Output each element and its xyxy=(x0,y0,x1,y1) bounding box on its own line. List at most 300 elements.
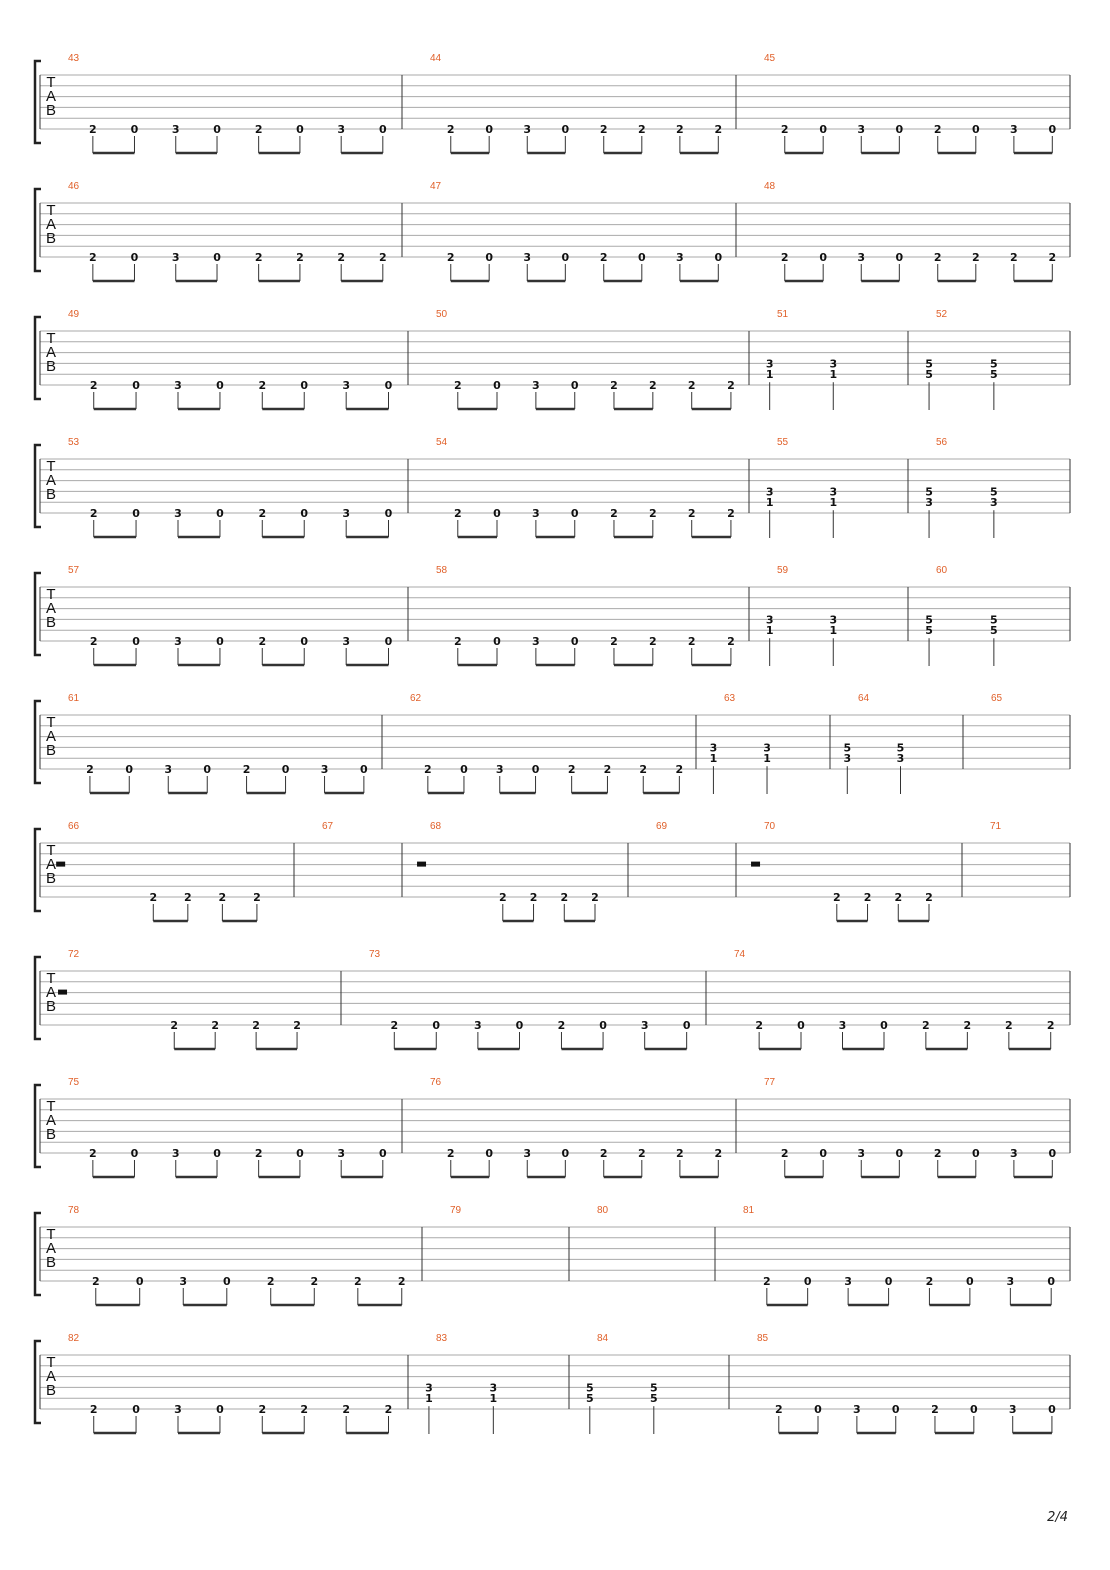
tab-clef-letter: B xyxy=(45,358,57,375)
fret-number: 0 xyxy=(637,251,646,264)
fret-number: 0 xyxy=(485,251,494,264)
measure-number: 80 xyxy=(597,1205,609,1216)
fret-number: 0 xyxy=(213,1147,221,1160)
fret-number: 0 xyxy=(880,1019,888,1032)
fret-number: 3 xyxy=(857,1147,866,1160)
fret-number: 2 xyxy=(832,891,841,904)
fret-number: 2 xyxy=(453,379,462,392)
fret-number: 0 xyxy=(213,123,221,136)
measure-number: 67 xyxy=(322,821,334,832)
fret-number: 0 xyxy=(895,251,904,264)
measure-number: 66 xyxy=(68,821,80,832)
fret-number: 3 xyxy=(829,357,838,371)
fret-number: 0 xyxy=(493,379,501,392)
measure-number: 81 xyxy=(743,1205,755,1216)
fret-number: 1 xyxy=(425,1392,433,1406)
fret-number: 3 xyxy=(174,507,182,520)
measure-number: 77 xyxy=(764,1077,776,1088)
fret-number: 2 xyxy=(1048,251,1057,264)
rest xyxy=(58,990,67,995)
fret-number: 2 xyxy=(687,507,696,520)
fret-number: 5 xyxy=(649,1392,658,1406)
fret-number: 0 xyxy=(682,1019,691,1032)
fret-number: 0 xyxy=(970,1403,978,1416)
tab-clef-letter: A xyxy=(45,1240,57,1257)
fret-number: 2 xyxy=(89,1403,98,1416)
measure-number: 44 xyxy=(430,53,442,64)
fret-number: 2 xyxy=(603,763,612,776)
fret-number: 0 xyxy=(378,1147,387,1160)
fret-number: 2 xyxy=(254,123,263,136)
fret-number: 2 xyxy=(300,1403,309,1416)
measure-number: 69 xyxy=(656,821,668,832)
fret-number: 2 xyxy=(599,1147,608,1160)
tab-clef-letter: B xyxy=(45,1254,57,1271)
fret-number: 3 xyxy=(896,752,905,766)
fret-number: 2 xyxy=(397,1275,406,1288)
fret-number: 0 xyxy=(132,635,140,648)
fret-number: 2 xyxy=(170,1019,179,1032)
fret-number: 2 xyxy=(557,1019,566,1032)
fret-number: 3 xyxy=(320,763,329,776)
fret-number: 2 xyxy=(390,1019,399,1032)
fret-number: 5 xyxy=(925,485,933,499)
measure-number: 85 xyxy=(757,1333,769,1344)
fret-number: 3 xyxy=(1006,1275,1015,1288)
measure-number: 65 xyxy=(991,693,1003,704)
tab-clef-letter: A xyxy=(45,472,57,489)
tab-clef-letter: A xyxy=(45,728,57,745)
fret-number: 0 xyxy=(125,763,134,776)
fret-number: 2 xyxy=(253,891,261,904)
fret-number: 0 xyxy=(493,507,501,520)
tab-clef-letter: T xyxy=(46,970,56,987)
fret-number: 3 xyxy=(829,485,838,499)
fret-number: 0 xyxy=(561,1147,570,1160)
tab-clef-letter: A xyxy=(45,1112,57,1129)
fret-number: 2 xyxy=(567,763,576,776)
tab-clef-letter: B xyxy=(45,998,57,1015)
measure-number: 56 xyxy=(936,437,948,448)
measure-number: 52 xyxy=(936,309,948,320)
measure-number: 75 xyxy=(68,1077,80,1088)
fret-number: 3 xyxy=(171,1147,180,1160)
fret-number: 2 xyxy=(424,763,432,776)
tab-clef-letter: A xyxy=(45,88,57,105)
fret-number: 0 xyxy=(493,635,501,648)
fret-number: 0 xyxy=(300,507,309,520)
tab-clef-letter: T xyxy=(46,1226,56,1243)
fret-number: 1 xyxy=(763,752,771,766)
fret-number: 3 xyxy=(523,251,532,264)
fret-number: 3 xyxy=(342,635,351,648)
fret-number: 2 xyxy=(560,891,569,904)
fret-number: 5 xyxy=(585,1392,594,1406)
tab-clef-letter: B xyxy=(45,870,57,887)
fret-number: 3 xyxy=(829,613,838,627)
fret-number: 1 xyxy=(489,1392,498,1406)
fret-number: 3 xyxy=(1010,1147,1018,1160)
fret-number: 3 xyxy=(425,1381,433,1395)
fret-number: 2 xyxy=(610,507,618,520)
tab-clef-letter: B xyxy=(45,486,57,503)
fret-number: 2 xyxy=(258,379,267,392)
fret-number: 2 xyxy=(211,1019,220,1032)
fret-number: 3 xyxy=(337,1147,346,1160)
fret-number: 0 xyxy=(485,123,494,136)
fret-number: 5 xyxy=(585,1381,594,1395)
fret-number: 3 xyxy=(342,379,351,392)
measure-number: 71 xyxy=(990,821,1002,832)
fret-number: 2 xyxy=(91,1275,100,1288)
fret-number: 3 xyxy=(843,752,852,766)
fret-number: 2 xyxy=(863,891,872,904)
fret-number: 0 xyxy=(360,763,368,776)
fret-number: 0 xyxy=(296,123,304,136)
fret-number: 2 xyxy=(258,635,267,648)
fret-number: 0 xyxy=(216,507,224,520)
fret-number: 2 xyxy=(1046,1019,1055,1032)
fret-number: 3 xyxy=(174,379,182,392)
fret-number: 1 xyxy=(709,752,718,766)
fret-number: 2 xyxy=(296,251,304,264)
fret-number: 2 xyxy=(714,123,723,136)
fret-number: 3 xyxy=(174,1403,182,1416)
fret-number: 0 xyxy=(296,1147,304,1160)
fret-number: 0 xyxy=(515,1019,524,1032)
fret-number: 3 xyxy=(990,496,998,510)
fret-number: 0 xyxy=(222,1275,231,1288)
fret-number: 3 xyxy=(523,123,532,136)
fret-number: 2 xyxy=(529,891,538,904)
fret-number: 0 xyxy=(216,1403,224,1416)
tab-clef-letter: B xyxy=(45,742,57,759)
measure-number: 45 xyxy=(764,53,776,64)
tab-clef-letter: T xyxy=(46,1354,56,1371)
fret-number: 2 xyxy=(446,251,455,264)
tab-clef-letter: B xyxy=(45,102,57,119)
fret-number: 3 xyxy=(765,357,774,371)
fret-number: 0 xyxy=(819,1147,828,1160)
tab-clef-letter: T xyxy=(46,714,56,731)
fret-number: 0 xyxy=(1048,1147,1057,1160)
measure-number: 76 xyxy=(430,1077,442,1088)
fret-number: 3 xyxy=(523,1147,532,1160)
fret-number: 2 xyxy=(639,763,648,776)
fret-number: 0 xyxy=(130,123,139,136)
fret-number: 0 xyxy=(384,635,393,648)
fret-number: 0 xyxy=(216,379,224,392)
fret-number: 0 xyxy=(130,1147,139,1160)
measure-number: 72 xyxy=(68,949,80,960)
tab-clef-letter: B xyxy=(45,1126,57,1143)
fret-number: 2 xyxy=(342,1403,351,1416)
fret-number: 0 xyxy=(819,251,828,264)
fret-number: 0 xyxy=(561,251,570,264)
fret-number: 2 xyxy=(933,1147,942,1160)
fret-number: 0 xyxy=(203,763,212,776)
fret-number: 2 xyxy=(963,1019,972,1032)
rest xyxy=(751,862,760,867)
fret-number: 2 xyxy=(89,123,97,136)
fret-number: 0 xyxy=(814,1403,822,1416)
fret-number: 3 xyxy=(532,507,540,520)
fret-number: 3 xyxy=(763,741,771,755)
measure-number: 68 xyxy=(430,821,442,832)
fret-number: 5 xyxy=(896,741,905,755)
fret-number: 3 xyxy=(171,251,180,264)
fret-number: 2 xyxy=(258,1403,267,1416)
fret-number: 0 xyxy=(895,123,904,136)
fret-number: 2 xyxy=(687,635,696,648)
measure-number: 74 xyxy=(734,949,746,960)
fret-number: 0 xyxy=(714,251,723,264)
measure-number: 78 xyxy=(68,1205,80,1216)
measure-number: 48 xyxy=(764,181,776,192)
fret-number: 2 xyxy=(687,379,696,392)
fret-number: 1 xyxy=(829,624,838,638)
fret-number: 2 xyxy=(780,123,789,136)
fret-number: 3 xyxy=(844,1275,852,1288)
fret-number: 3 xyxy=(676,251,684,264)
fret-number: 5 xyxy=(843,741,852,755)
fret-number: 2 xyxy=(925,1275,934,1288)
fret-number: 2 xyxy=(649,507,657,520)
fret-number: 3 xyxy=(640,1019,649,1032)
fret-number: 2 xyxy=(610,635,618,648)
measure-number: 54 xyxy=(436,437,448,448)
fret-number: 0 xyxy=(216,635,224,648)
fret-number: 2 xyxy=(727,507,735,520)
tab-clef-letter: A xyxy=(45,216,57,233)
measure-number: 62 xyxy=(410,693,422,704)
measure-number: 63 xyxy=(724,693,736,704)
fret-number: 0 xyxy=(966,1275,974,1288)
fret-number: 2 xyxy=(774,1403,783,1416)
fret-number: 5 xyxy=(990,485,998,499)
fret-number: 0 xyxy=(599,1019,607,1032)
fret-number: 2 xyxy=(763,1275,771,1288)
fret-number: 2 xyxy=(378,251,387,264)
measure-number: 57 xyxy=(68,565,80,576)
fret-number: 0 xyxy=(1048,1403,1056,1416)
fret-number: 0 xyxy=(384,507,393,520)
tab-clef-letter: T xyxy=(46,202,56,219)
fret-number: 3 xyxy=(765,485,774,499)
fret-number: 0 xyxy=(281,763,290,776)
measure-number: 59 xyxy=(777,565,789,576)
fret-number: 0 xyxy=(135,1275,144,1288)
fret-number: 2 xyxy=(453,507,462,520)
measure-number: 79 xyxy=(450,1205,462,1216)
fret-number: 2 xyxy=(89,635,98,648)
tab-clef-letter: A xyxy=(45,984,57,1001)
fret-number: 3 xyxy=(925,496,933,510)
fret-number: 0 xyxy=(300,379,309,392)
fret-number: 2 xyxy=(266,1275,275,1288)
fret-number: 2 xyxy=(89,1147,97,1160)
fret-number: 2 xyxy=(183,891,192,904)
measure-number: 49 xyxy=(68,309,80,320)
tab-clef-letter: T xyxy=(46,842,56,859)
fret-number: 0 xyxy=(300,635,309,648)
fret-number: 5 xyxy=(990,624,998,638)
measure-number: 46 xyxy=(68,181,80,192)
measure-number: 83 xyxy=(436,1333,448,1344)
fret-number: 3 xyxy=(1010,123,1018,136)
fret-number: 5 xyxy=(990,357,998,371)
fret-number: 2 xyxy=(453,635,462,648)
fret-number: 3 xyxy=(164,763,173,776)
fret-number: 0 xyxy=(891,1403,900,1416)
fret-number: 5 xyxy=(990,613,998,627)
fret-number: 3 xyxy=(474,1019,482,1032)
measure-number: 47 xyxy=(430,181,442,192)
measure-number: 58 xyxy=(436,565,448,576)
tab-clef-letter: T xyxy=(46,458,56,475)
tab-clef-letter: T xyxy=(46,1098,56,1115)
fret-number: 0 xyxy=(432,1019,441,1032)
fret-number: 2 xyxy=(1005,1019,1013,1032)
fret-number: 0 xyxy=(971,123,980,136)
fret-number: 3 xyxy=(853,1403,861,1416)
fret-number: 2 xyxy=(649,379,657,392)
tab-clef-letter: B xyxy=(45,230,57,247)
fret-number: 0 xyxy=(895,1147,904,1160)
fret-number: 2 xyxy=(676,1147,684,1160)
fret-number: 2 xyxy=(894,891,903,904)
fret-number: 2 xyxy=(780,1147,789,1160)
rest xyxy=(56,862,65,867)
fret-number: 3 xyxy=(489,1381,498,1395)
fret-number: 0 xyxy=(1048,123,1057,136)
tab-clef-letter: T xyxy=(46,74,56,91)
fret-number: 3 xyxy=(532,379,540,392)
fret-number: 0 xyxy=(384,379,393,392)
fret-number: 0 xyxy=(797,1019,805,1032)
fret-number: 0 xyxy=(531,763,540,776)
fret-number: 2 xyxy=(310,1275,319,1288)
fret-number: 2 xyxy=(933,123,942,136)
fret-number: 5 xyxy=(925,624,933,638)
fret-number: 1 xyxy=(765,368,774,382)
fret-number: 0 xyxy=(803,1275,812,1288)
fret-number: 0 xyxy=(130,251,139,264)
fret-number: 2 xyxy=(599,251,608,264)
tab-clef-letter: B xyxy=(45,614,57,631)
measure-number: 82 xyxy=(68,1333,80,1344)
fret-number: 2 xyxy=(89,507,98,520)
fret-number: 2 xyxy=(258,507,267,520)
fret-number: 2 xyxy=(293,1019,301,1032)
fret-number: 0 xyxy=(884,1275,893,1288)
fret-number: 2 xyxy=(931,1403,939,1416)
fret-number: 3 xyxy=(171,123,180,136)
measure-number: 43 xyxy=(68,53,80,64)
fret-number: 0 xyxy=(460,763,468,776)
rest xyxy=(417,862,426,867)
fret-number: 0 xyxy=(971,1147,980,1160)
fret-number: 2 xyxy=(971,251,980,264)
fret-number: 2 xyxy=(925,891,933,904)
fret-number: 2 xyxy=(498,891,507,904)
fret-number: 1 xyxy=(829,496,838,510)
fret-number: 2 xyxy=(384,1403,393,1416)
fret-number: 2 xyxy=(637,123,646,136)
fret-number: 2 xyxy=(714,1147,723,1160)
fret-number: 0 xyxy=(213,251,221,264)
fret-number: 2 xyxy=(242,763,251,776)
tab-clef-letter: A xyxy=(45,856,57,873)
fret-number: 2 xyxy=(727,379,735,392)
fret-number: 2 xyxy=(446,123,455,136)
fret-number: 2 xyxy=(89,251,97,264)
fret-number: 2 xyxy=(337,251,346,264)
fret-number: 0 xyxy=(132,1403,140,1416)
fret-number: 5 xyxy=(925,368,933,382)
fret-number: 0 xyxy=(1047,1275,1056,1288)
fret-number: 2 xyxy=(89,379,98,392)
fret-number: 0 xyxy=(485,1147,494,1160)
fret-number: 2 xyxy=(353,1275,362,1288)
fret-number: 2 xyxy=(727,635,735,648)
fret-number: 2 xyxy=(922,1019,930,1032)
fret-number: 5 xyxy=(649,1381,658,1395)
tab-clef-letter: B xyxy=(45,1382,57,1399)
measure-number: 61 xyxy=(68,693,80,704)
tab-clef-letter: T xyxy=(46,586,56,603)
tab-clef-letter: A xyxy=(45,1368,57,1385)
fret-number: 2 xyxy=(254,1147,263,1160)
fret-number: 2 xyxy=(218,891,227,904)
fret-number: 3 xyxy=(532,635,540,648)
fret-number: 0 xyxy=(132,507,140,520)
fret-number: 3 xyxy=(179,1275,188,1288)
fret-number: 2 xyxy=(446,1147,455,1160)
fret-number: 0 xyxy=(132,379,140,392)
fret-number: 5 xyxy=(990,368,998,382)
measure-number: 51 xyxy=(777,309,789,320)
fret-number: 0 xyxy=(819,123,828,136)
fret-number: 3 xyxy=(765,613,774,627)
fret-number: 3 xyxy=(857,251,866,264)
fret-number: 2 xyxy=(637,1147,646,1160)
fret-number: 0 xyxy=(570,379,579,392)
measure-number: 64 xyxy=(858,693,870,704)
measure-number: 60 xyxy=(936,565,948,576)
tab-clef-letter: A xyxy=(45,344,57,361)
fret-number: 2 xyxy=(780,251,789,264)
fret-number: 3 xyxy=(838,1019,847,1032)
fret-number: 5 xyxy=(925,613,933,627)
fret-number: 2 xyxy=(252,1019,260,1032)
fret-number: 3 xyxy=(174,635,182,648)
measure-number: 53 xyxy=(68,437,80,448)
measure-number: 84 xyxy=(597,1333,609,1344)
fret-number: 2 xyxy=(676,123,684,136)
fret-number: 0 xyxy=(570,635,579,648)
measure-number: 55 xyxy=(777,437,789,448)
measure-number: 73 xyxy=(369,949,381,960)
tab-clef-letter: T xyxy=(46,330,56,347)
fret-number: 2 xyxy=(675,763,684,776)
fret-number: 3 xyxy=(1008,1403,1017,1416)
fret-number: 2 xyxy=(1010,251,1018,264)
fret-number: 5 xyxy=(925,357,933,371)
fret-number: 1 xyxy=(765,624,774,638)
fret-number: 2 xyxy=(149,891,158,904)
fret-number: 2 xyxy=(599,123,608,136)
